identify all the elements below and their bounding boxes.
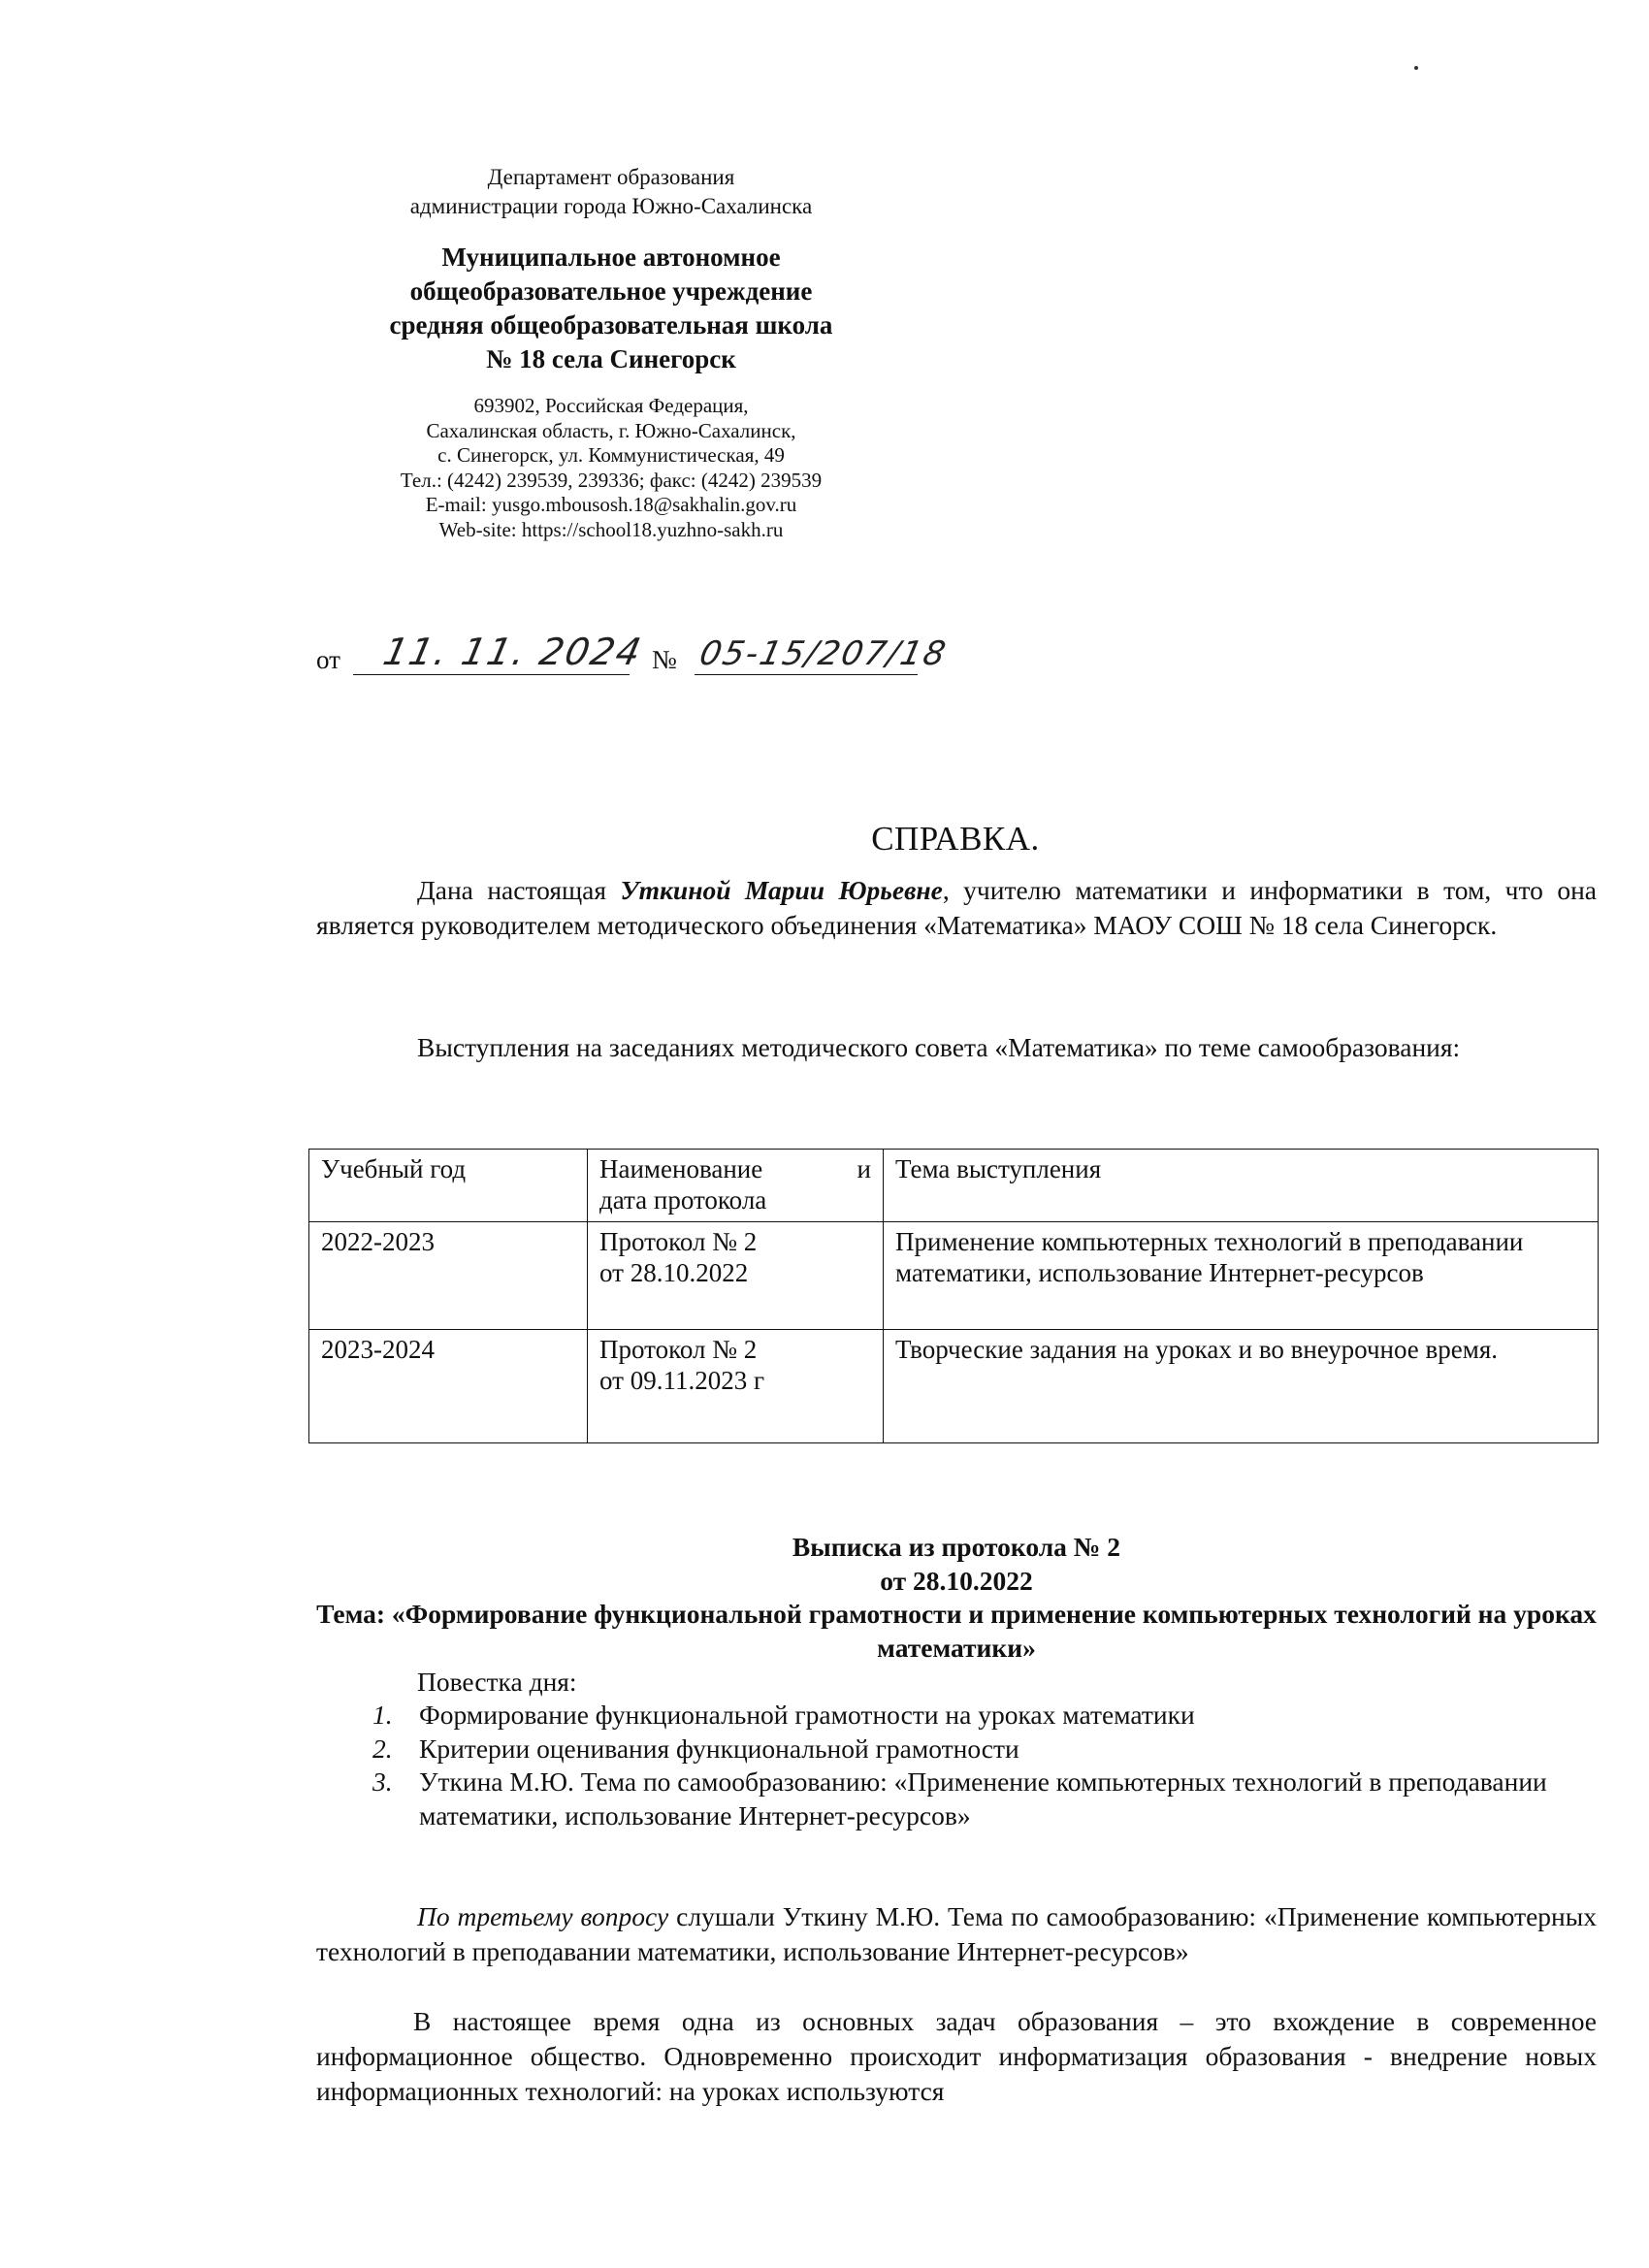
- extract-date: от 28.10.2022: [880, 1565, 1033, 1596]
- cell-year: 2022-2023: [309, 1222, 588, 1330]
- extract-topic: Тема: «Формирование функциональной грамотности и применение компьютерных технологий на уроках математики»: [316, 1599, 1597, 1663]
- agenda-number: 3.: [372, 1766, 393, 1797]
- table-header-row: [309, 1150, 1599, 1222]
- intro-text-end: , учителю математики и информатики в том, что она является руководителем методического объединения «Математика» МАОУ СОШ № 18 села Синегорск.: [316, 875, 1597, 940]
- department-administration: администрации города Южно-Сахалинска: [409, 194, 813, 218]
- agenda-number: 1.: [372, 1700, 393, 1730]
- header-year: Учебный год: [309, 1150, 588, 1222]
- header-protocol-part: дата протокола: [599, 1185, 767, 1215]
- number-underline: [695, 674, 918, 676]
- intro-text-start: Дана настоящая: [417, 875, 621, 905]
- list-item: [359, 1699, 1597, 1733]
- list-item: [359, 1766, 1597, 1832]
- school-name-line: Муниципальное автономное: [441, 243, 781, 272]
- email-line: E-mail: yusgo.mbousosh.18@sakhalin.gov.ru: [425, 493, 797, 516]
- department-name: Департамент образования: [487, 165, 735, 189]
- school-name-line: средняя общеобразовательная школа: [389, 310, 833, 340]
- header-protocol: [588, 1150, 884, 1222]
- intro-paragraph: [316, 873, 1597, 943]
- speeches-table: [308, 1149, 1599, 1443]
- department-block: [320, 163, 902, 221]
- agenda-number: 2.: [372, 1733, 393, 1764]
- cell-year: 2023-2024: [309, 1330, 588, 1443]
- address-line: с. Синегорск, ул. Коммунистическая, 49: [437, 443, 785, 467]
- number-label: №: [652, 645, 677, 674]
- school-name-line: общеобразовательное учреждение: [409, 276, 813, 306]
- address-block: [320, 394, 902, 542]
- cell-protocol-line: Протокол № 2: [599, 1227, 758, 1256]
- third-question-italic: По третьему вопросу: [417, 1901, 669, 1931]
- cell-topic: Творческие задания на уроках и во внеурочное время.: [884, 1330, 1599, 1443]
- body-paragraph: В настоящее время одна из основных задач образования – это вхождение в современное информационное общество. Одновременно происходит информатизация образования - внедрение новых информационных технологий: на уроках используются: [316, 2006, 1597, 2106]
- school-name-block: [320, 241, 902, 376]
- cell-protocol: [588, 1330, 884, 1443]
- website-line: Web-site: https://school18.yuzhno-sakh.ru: [438, 517, 784, 541]
- registration-line: [316, 629, 995, 687]
- header-protocol-part: Наименование: [599, 1154, 763, 1183]
- handwritten-number: 05-15/207/18: [695, 634, 952, 673]
- document-title: СПРАВКА.: [871, 820, 1040, 858]
- agenda-text: Критерии оценивания функциональной грамотности: [419, 1733, 1019, 1764]
- address-line: Сахалинская область, г. Южно-Сахалинск,: [426, 418, 796, 442]
- agenda-text: Уткина М.Ю. Тема по самообразованию: «Применение компьютерных технологий в преподавании математики, использование Интернет-ресурсов»: [419, 1766, 1547, 1831]
- header-protocol-part: и: [857, 1154, 871, 1183]
- address-line: 693902, Российская Федерация,: [473, 394, 749, 417]
- third-question-text: слушали Уткину М.Ю. Тема по самообразованию: «Применение компьютерных технологий в преподавании математики, использование Интернет-ресурсов»: [316, 1901, 1598, 1966]
- cell-topic: Применение компьютерных технологий в преподавании математики, использование Интернет-ресурсов: [884, 1222, 1599, 1330]
- cell-protocol-line: от 28.10.2022: [599, 1258, 749, 1287]
- agenda-list: [359, 1699, 1597, 1832]
- school-name-line: № 18 села Синегорск: [486, 344, 736, 373]
- date-underline: [353, 674, 630, 676]
- table-row: [309, 1222, 1599, 1330]
- scan-speck: [1414, 66, 1418, 70]
- agenda-text: Формирование функциональной грамотности на уроках математики: [419, 1700, 1195, 1730]
- list-item: [359, 1733, 1597, 1766]
- third-question-paragraph: [316, 1899, 1597, 1969]
- handwritten-date: 11. 11. 2024: [379, 631, 647, 673]
- table-row: [309, 1330, 1599, 1443]
- extract-title: Выписка из протокола № 2: [792, 1532, 1121, 1562]
- cell-protocol-line: Протокол № 2: [599, 1335, 758, 1364]
- extract-heading: [316, 1531, 1597, 1665]
- person-name: Уткиной Марии Юрьевне: [620, 875, 943, 905]
- header-topic: Тема выступления: [884, 1150, 1599, 1222]
- letterhead: [320, 163, 902, 542]
- phone-line: Тел.: (4242) 239539, 239336; факс: (4242) 239539: [400, 468, 823, 492]
- cell-protocol: [588, 1222, 884, 1330]
- speeches-intro: Выступления на заседаниях методического совета «Математика» по теме самообразования:: [417, 1032, 1461, 1062]
- date-label: от: [316, 645, 340, 674]
- agenda-label: Повестка дня:: [417, 1667, 577, 1697]
- cell-protocol-line: от 09.11.2023 г: [599, 1366, 765, 1395]
